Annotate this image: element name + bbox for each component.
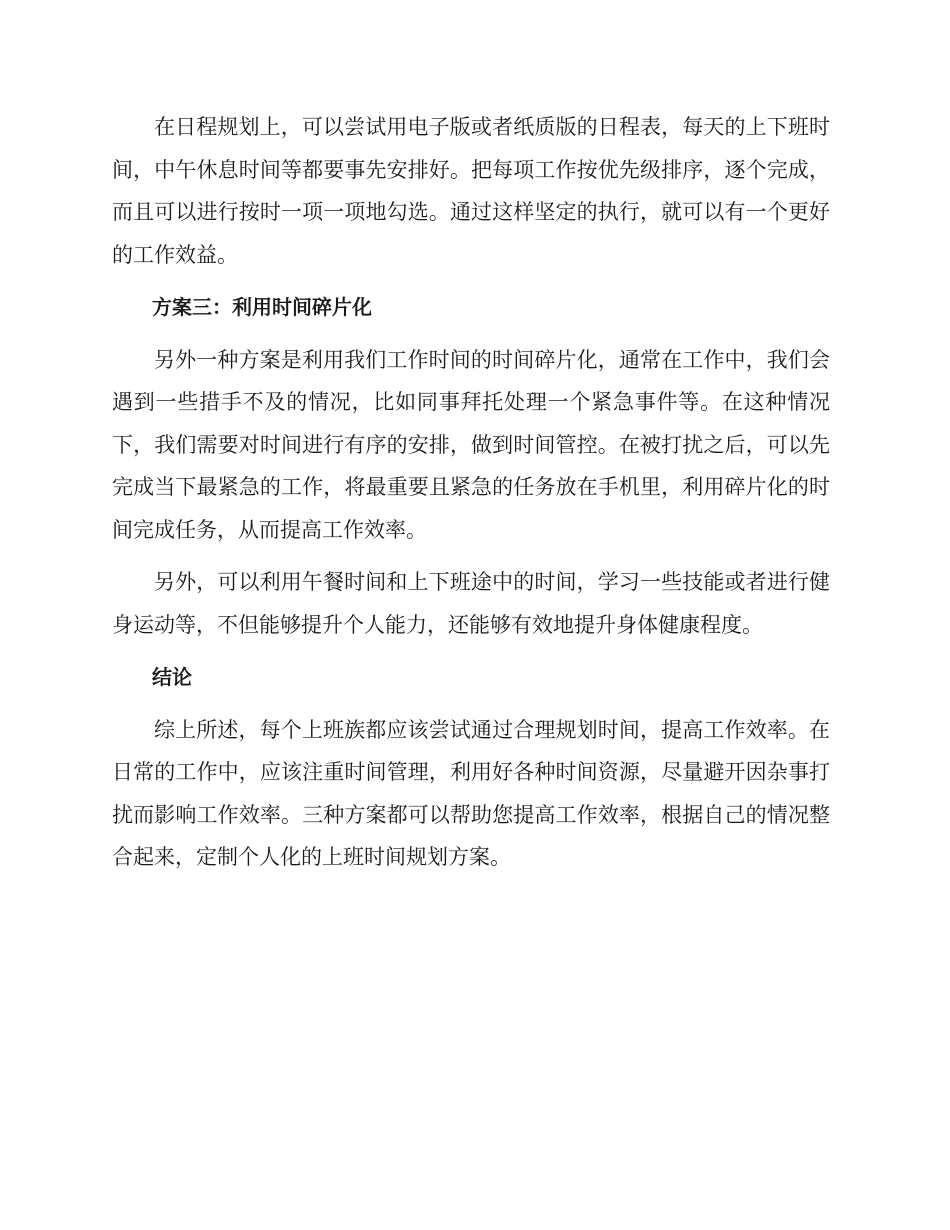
section-heading-conclusion: 结论 [152, 665, 192, 689]
section-heading-plan-three: 方案三：利用时间碎片化 [152, 295, 372, 319]
paragraph-time-fragments: 另外一种方案是利用我们工作时间的时间碎片化，通常在工作中，我们会遇到一些措手不及的情况，比如同事拜托处理一个紧急事件等。在这种情况下，我们需要对时间进行有序的安排，做到时间管控。在被打扰之后，可以先完成当下最紧急的工作，将最重要且紧急的任务放在手机里，利用碎片化的时间完成任务，从而提高工作效率。 [112, 347, 830, 542]
paragraph-schedule-planning: 在日程规划上，可以尝试用电子版或者纸质版的日程表，每天的上下班时间，中午休息时间等都要事先安排好。把每项工作按优先级排序，逐个完成，而且可以进行按时一项一项地勾选。通过这样坚定的执行，就可以有一个更好的工作效益。 [112, 115, 830, 267]
paragraph-conclusion: 综上所述，每个上班族都应该尝试通过合理规划时间，提高工作效率。在日常的工作中，应该注重时间管理，利用好各种时间资源，尽量避开因杂事打扰而影响工作效率。三种方案都可以帮助您提高工作效率，根据自己的情况整合起来，定制个人化的上班时间规划方案。 [112, 717, 830, 869]
document-page [112, 106, 830, 889]
paragraph-lunch-commute: 另外，可以利用午餐时间和上下班途中的时间，学习一些技能或者进行健身运动等，不但能够提升个人能力，还能够有效地提升身体健康程度。 [112, 570, 830, 637]
